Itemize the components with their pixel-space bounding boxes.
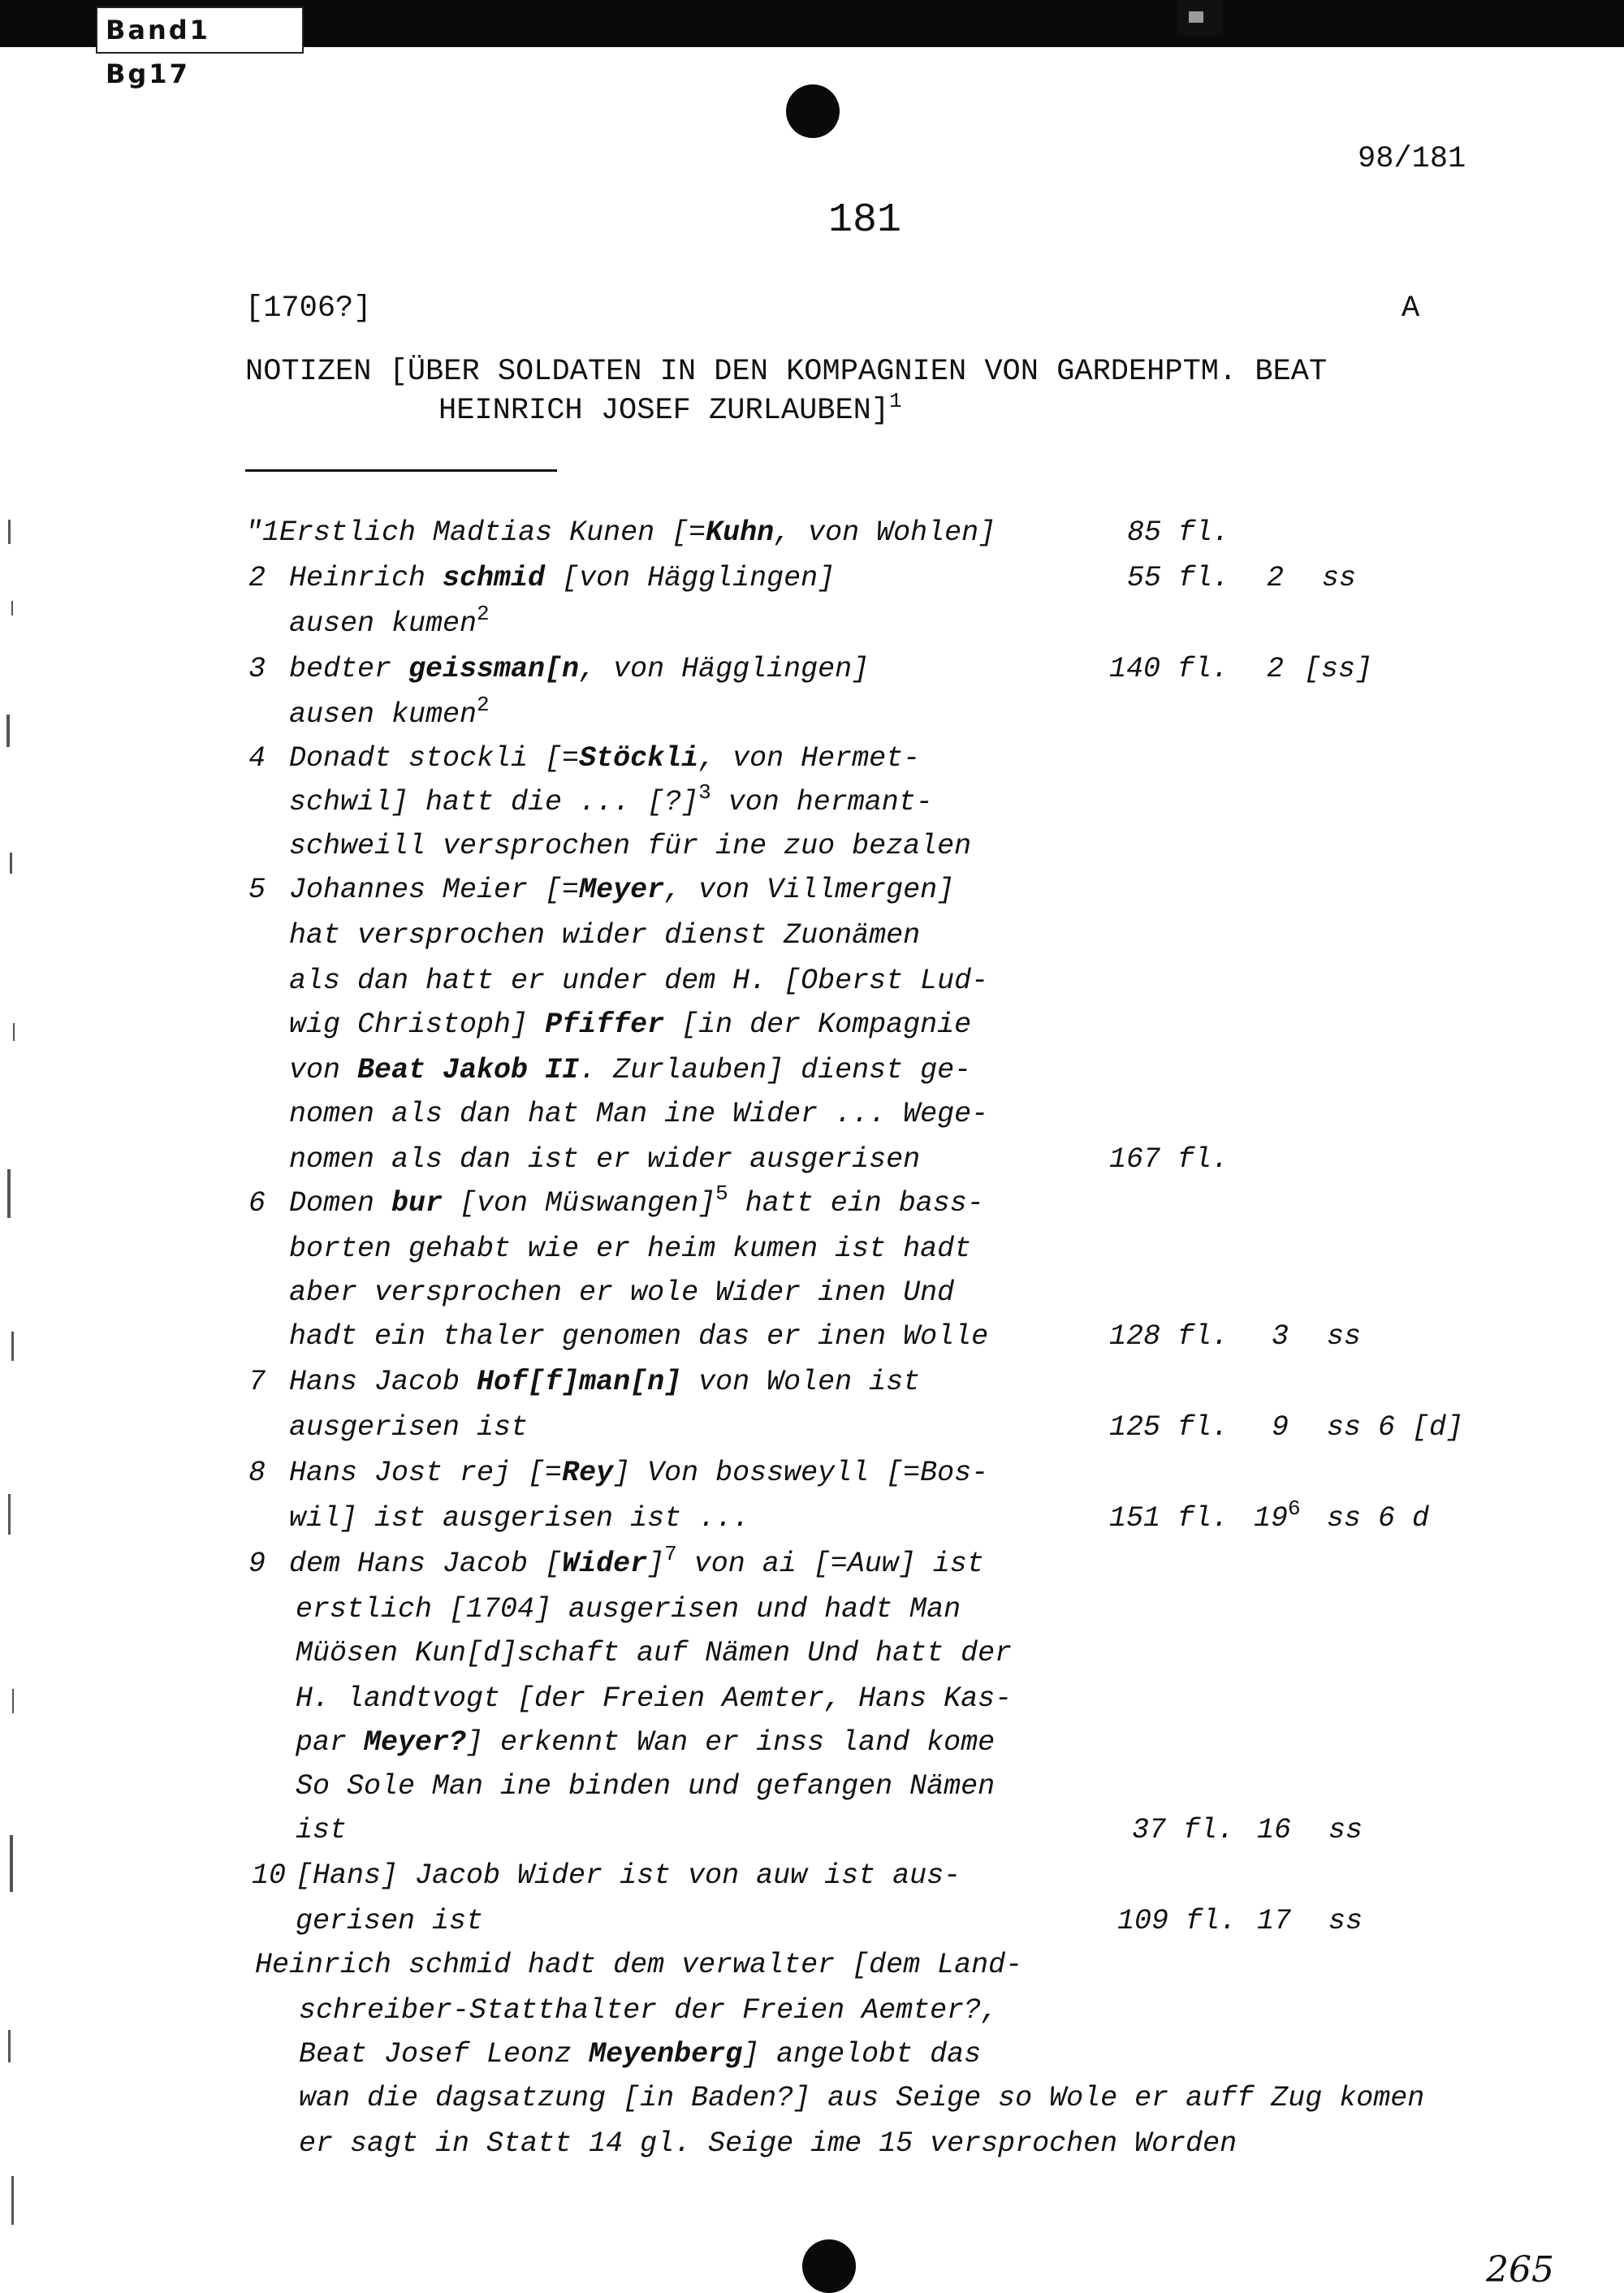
entry-5-captain: Beat Jakob II (357, 1054, 580, 1086)
entry-8-line-1 (289, 1457, 988, 1489)
entry-1-name: Kuhn (706, 516, 775, 549)
entry-3-line-1 (289, 653, 869, 685)
entry-9-text-d: par (296, 1726, 365, 1759)
entry-6-unit: ss (1327, 1320, 1362, 1353)
entry-6-line-4: hadt ein thaler genomen das er inen Wolle (289, 1320, 989, 1353)
entry-3-unit: [ss] (1304, 653, 1373, 685)
entry-10-amount: 109 fl. (1117, 1905, 1237, 1937)
handwritten-page-number: 265 (1486, 2249, 1554, 2291)
entry-6-text-b: [von Müswangen] (443, 1187, 716, 1220)
entry-3-amount: 140 fl. (1109, 653, 1229, 685)
punch-hole-bottom (802, 2239, 856, 2293)
entry-5-text-e: von (289, 1054, 358, 1086)
entry-6-text-c: hatt ein bass- (728, 1187, 984, 1220)
entry-1-amount: 85 fl. (1127, 516, 1230, 549)
entry-5-text-b: , von Villmergen] (664, 874, 955, 906)
entry-2-line-1 (289, 562, 835, 594)
entry-9-amount: 37 fl. (1132, 1814, 1235, 1846)
title-line-2 (438, 389, 902, 428)
entry-5-text-a: Johannes Meier [= (289, 874, 580, 906)
entry-9-line-6: So Sole Man ine binden und gefangen Nämen (296, 1770, 996, 1803)
entry-8-unit: ss 6 d (1327, 1502, 1430, 1535)
page-reference: 98/181 (1358, 142, 1466, 176)
entry-7-text-a: Hans Jacob (289, 1366, 477, 1398)
entry-9-name: Wider (562, 1548, 648, 1580)
entry-6-footnote-ref: 5 (715, 1181, 728, 1206)
entry-8-footnote-ref: 6 (1288, 1496, 1301, 1521)
entry-6-line-1 (289, 1181, 984, 1220)
entry-6-number: 6 (248, 1187, 266, 1220)
title-footnote-ref: 1 (889, 389, 902, 413)
entry-5-number: 5 (248, 874, 266, 906)
entry-8-line-2: wil] ist ausgerisen ist ... (289, 1502, 750, 1535)
entry-10-line-2: gerisen ist (296, 1905, 484, 1937)
entry-5-amount: 167 fl. (1109, 1143, 1229, 1176)
closing-text-b: ] angelobt das (742, 2038, 982, 2071)
entry-5-name: Meyer (579, 874, 665, 906)
entry-4-text-b: , von Hermet- (698, 742, 921, 775)
entry-9-line-7: ist (296, 1814, 348, 1846)
entry-7-text-b: von Wolen ist (681, 1366, 921, 1398)
entry-4-text-d: von hermant- (710, 786, 933, 818)
closing-line-4: wan die dagsatzung [in Baden?] aus Seige so Wole er auff Zug komen (299, 2082, 1425, 2114)
entry-8-text-b: ] Von bossweyll [=Bos- (613, 1457, 989, 1489)
document-letter: A (1402, 291, 1420, 326)
entry-2-line-2 (289, 602, 490, 640)
entry-8-number: 8 (248, 1457, 266, 1489)
entry-5-line-5 (289, 1054, 971, 1086)
entry-2-number: 2 (248, 562, 266, 594)
entry-6-amount: 128 fl. (1109, 1320, 1229, 1353)
entry-9-line-2: erstlich [1704] ausgerisen und hadt Man (296, 1593, 961, 1626)
entry-4-text-c: schwil] hatt die ... [?] (289, 786, 699, 818)
entry-6-text-a: Domen (289, 1187, 392, 1220)
entry-4-line-2 (289, 780, 933, 818)
entry-5-line-3: als dan hatt er under dem H. [Oberst Lud- (289, 965, 989, 997)
entry-3-text-b: , von Hägglingen] (579, 653, 870, 685)
entry-1-text-a: Erstlich Madtias Kunen [= (279, 516, 706, 549)
entry-5-line-4 (289, 1008, 971, 1041)
document-date: [1706?] (245, 291, 372, 326)
scan-clip-inner (1189, 11, 1203, 23)
title-divider (245, 469, 557, 472)
entry-5-line-7: nomen als dan ist er wider ausgerisen (289, 1143, 921, 1176)
entry-9-line-5 (296, 1726, 995, 1759)
entry-3-number: 3 (248, 653, 266, 685)
entry-2-amount: 55 fl. (1127, 562, 1230, 594)
entry-2-text-c: ausen kumen (289, 607, 477, 640)
entry-8-shillings (1254, 1496, 1301, 1535)
entry-4-name: Stöckli (579, 742, 699, 775)
entry-5-text-d: [in der Kompagnie (664, 1008, 972, 1041)
entry-9-footnote-ref: 7 (664, 1542, 677, 1566)
entry-4-text-a: Donadt stockli [= (289, 742, 580, 775)
entry-6-shillings: 3 (1272, 1320, 1289, 1353)
entry-5-line-2: hat versprochen wider dienst Zuonämen (289, 919, 921, 952)
closing-line-1: Heinrich schmid hadt dem verwalter [dem Land- (255, 1949, 1023, 1981)
entry-8-shillings-value: 19 (1254, 1502, 1289, 1535)
entry-3-text-a: bedter (289, 653, 409, 685)
entry-5-text-c: wig Christoph] (289, 1008, 546, 1041)
entry-5-text-f: . Zurlauben] dienst ge- (579, 1054, 972, 1086)
entry-9-shillings: 16 (1257, 1814, 1292, 1846)
entry-3-shillings: 2 (1267, 653, 1285, 685)
entry-8-name: Rey (562, 1457, 614, 1489)
entry-2-text-b: [von Hägglingen] (545, 562, 836, 594)
entry-8-text-a: Hans Jost rej [= (289, 1457, 563, 1489)
entry-4-line-1 (289, 742, 920, 775)
entry-4-footnote-ref: 3 (698, 780, 711, 805)
closing-name: Meyenberg (589, 2038, 743, 2071)
entry-7-line-1 (289, 1366, 920, 1398)
entry-10-unit: ss (1328, 1905, 1363, 1937)
closing-line-3 (299, 2038, 981, 2071)
entry-3-line-2 (289, 693, 490, 731)
title-text: HEINRICH JOSEF ZURLAUBEN] (438, 394, 890, 428)
entry-3-footnote-ref: 2 (477, 693, 490, 717)
entry-2-name: schmid (443, 562, 546, 594)
closing-line-2: schreiber-Statthalter der Freien Aemter?, (299, 1994, 999, 2027)
volume-tab: Band1 Bg17 (96, 6, 304, 54)
entry-1-text-b: , von Wohlen] (774, 516, 996, 549)
entry-2-unit: ss (1322, 562, 1357, 594)
entry-10-line-1: [Hans] Jacob Wider ist von auw ist aus- (296, 1859, 961, 1892)
entry-9-line-1 (289, 1542, 984, 1580)
punch-hole-top (786, 84, 840, 138)
closing-text-a: Beat Josef Leonz (299, 2038, 590, 2071)
entry-7-line-2: ausgerisen ist (289, 1411, 529, 1444)
entry-1-line-1 (245, 516, 996, 549)
entry-5-line-6: nomen als dan hat Man ine Wider ... Wege- (289, 1098, 989, 1130)
entry-5-officer: Pfiffer (545, 1008, 665, 1041)
entry-9-number: 9 (248, 1548, 266, 1580)
entry-9-text-b: ] (647, 1548, 665, 1580)
entry-7-shillings: 9 (1272, 1411, 1289, 1444)
entry-9-text-c: von ai [=Auw] ist (676, 1548, 984, 1580)
entry-6-name: bur (391, 1187, 443, 1220)
entry-4-line-3: schweill versprochen für ine zuo bezalen (289, 830, 972, 862)
entry-3-text-c: ausen kumen (289, 698, 477, 731)
entry-2-shillings: 2 (1267, 562, 1285, 594)
entry-7-amount: 125 fl. (1109, 1411, 1229, 1444)
entry-10-number: 10 (252, 1859, 287, 1892)
entry-1-mark: "1 (245, 516, 280, 549)
entry-10-shillings: 17 (1257, 1905, 1292, 1937)
entry-5-line-1 (289, 874, 954, 906)
entry-6-line-2: borten gehabt wie er heim kumen ist hadt (289, 1233, 972, 1265)
title-line-1: NOTIZEN [ÜBER SOLDATEN IN DEN KOMPAGNIEN VON GARDEHPTM. BEAT (245, 355, 1328, 389)
scan-edge-specks (0, 503, 24, 2249)
entry-9-official: Meyer? (364, 1726, 467, 1759)
entry-9-line-3: Müösen Kun[d]schaft auf Nämen Und hatt der (296, 1637, 1013, 1669)
entry-7-number: 7 (248, 1366, 266, 1398)
entry-9-unit: ss (1328, 1814, 1363, 1846)
closing-line-5: er sagt in Statt 14 gl. Seige ime 15 versprochen Worden (299, 2127, 1237, 2160)
entry-9-text-e: ] erkennt Wan er inss land kome (466, 1726, 996, 1759)
page-number: 181 (828, 197, 902, 244)
entry-2-footnote-ref: 2 (477, 602, 490, 626)
entry-8-amount: 151 fl. (1109, 1502, 1229, 1535)
entry-9-line-4: H. landtvogt [der Freien Aemter, Hans Kas- (296, 1682, 1013, 1715)
entry-6-line-3: aber versprochen er wole Wider inen Und (289, 1276, 955, 1309)
entry-4-number: 4 (248, 742, 266, 775)
entry-9-text-a: dem Hans Jacob [ (289, 1548, 563, 1580)
entry-7-name: Hof[f]man[n] (477, 1366, 682, 1398)
entry-3-name: geissman[n (408, 653, 580, 685)
entry-7-unit: ss 6 [d] (1327, 1411, 1464, 1444)
entry-2-text-a: Heinrich (289, 562, 443, 594)
